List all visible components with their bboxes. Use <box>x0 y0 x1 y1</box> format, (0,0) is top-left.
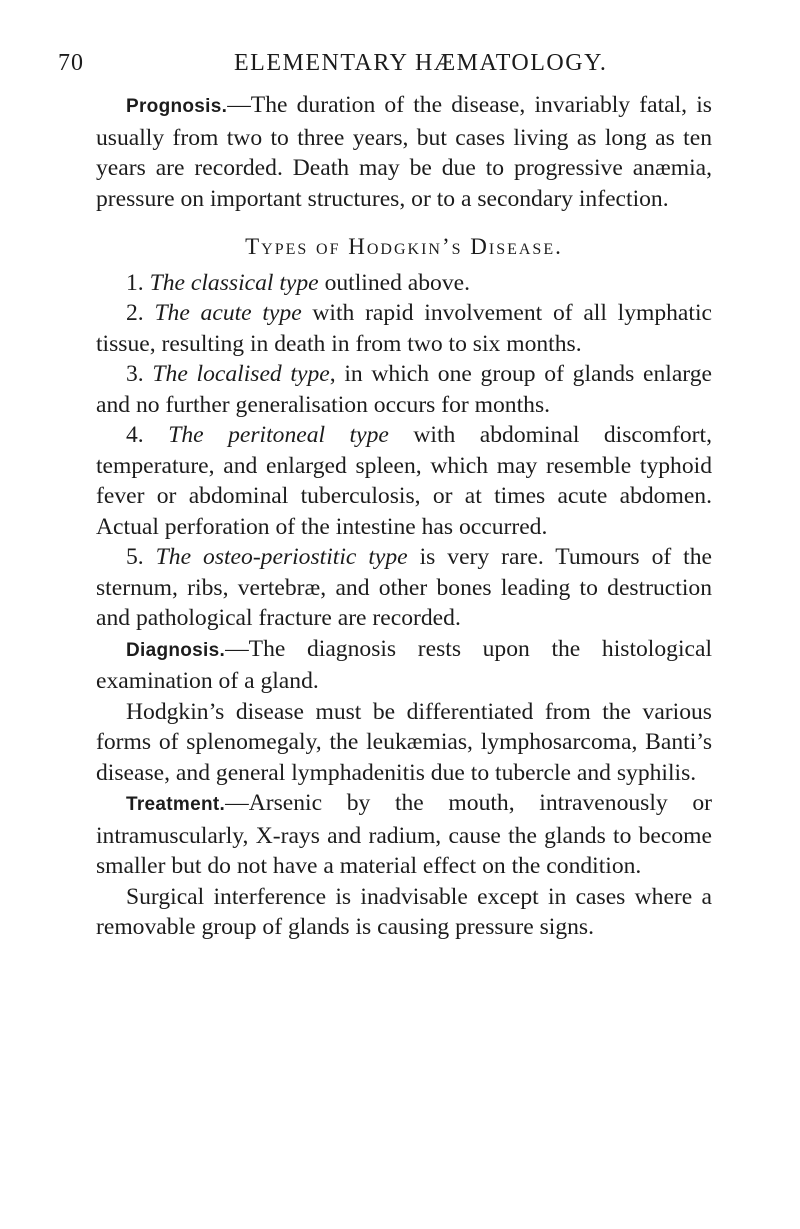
treatment-text: —Arsenic by the mouth, intravenously or intramuscularly, X-rays and radium, cause the glands to become smaller but do not have a material effect on the condition. <box>96 790 712 879</box>
diagnosis-paragraph <box>96 634 712 697</box>
type-item-text: with rapid involvement of all lymphatic tissue, resulting in death in from two to six months. <box>96 300 712 357</box>
surgery-paragraph: Surgical interference is inadvisable except in cases where a removable group of glands is causing pressure signs. <box>96 883 712 940</box>
type-item-name: The osteo-periostitic type <box>155 544 408 570</box>
type-item <box>96 298 712 359</box>
type-item-text: is very rare. Tumours of the sternum, ribs, vertebræ, and other bones leading to destruction and pathological fracture are recorded. <box>96 544 713 631</box>
type-item-number: 3. <box>126 361 144 387</box>
type-item-name: The peritoneal type <box>168 422 389 448</box>
type-item-text: with abdominal discomfort, temperature, and enlarged spleen, which may resemble typhoid fever or abdominal tuberculosis, or at times acute abdomen. Actual perforation of the intestine has occurred. <box>96 422 712 540</box>
section-heading-types: Types of Hodgkin’s Disease. <box>245 234 563 259</box>
prognosis-paragraph <box>96 90 712 214</box>
type-item <box>96 268 712 299</box>
type-item-name: The localised type <box>152 361 330 387</box>
type-item-number: 1. <box>126 269 144 296</box>
diagnosis-label: Diagnosis. <box>126 639 226 661</box>
type-item-text: , in which one group of glands enlarge and no further generalisation occurs for months. <box>96 361 712 418</box>
type-item-number: 4. <box>126 422 144 448</box>
body-text <box>96 90 712 943</box>
treatment-paragraph <box>96 788 712 882</box>
type-item-number: 2. <box>126 300 144 326</box>
type-item-text: outlined above. <box>318 269 471 296</box>
differential-paragraph: Hodgkin’s disease must be differentiated from the various forms of splenomegaly, the leukæmias, lymphosarcoma, Banti’s disease, and general lymphadenitis due to tubercle and syphilis. <box>96 698 712 786</box>
prognosis-label: Prognosis. <box>126 96 228 117</box>
diagnosis-text: —The diagnosis rests upon the histological examination of a gland. <box>96 635 712 694</box>
type-item-number: 5. <box>126 544 144 570</box>
type-item <box>96 420 712 542</box>
type-item-name: The classical type <box>149 269 319 296</box>
prognosis-text: —The duration of the disease, invariably fatal, is usually from two to three years, but cases living as long as ten years are recorded. Death may be due to progressive anæmia, pressure on important structures, or to a secondary infection. <box>96 92 712 212</box>
type-item <box>96 359 712 420</box>
running-head <box>58 50 718 82</box>
type-item <box>96 542 712 634</box>
type-item-name: The acute type <box>154 300 302 326</box>
page-number: 70 <box>58 50 84 76</box>
treatment-label: Treatment. <box>126 794 226 815</box>
running-title: ELEMENTARY HÆMATOLOGY. <box>234 50 608 76</box>
